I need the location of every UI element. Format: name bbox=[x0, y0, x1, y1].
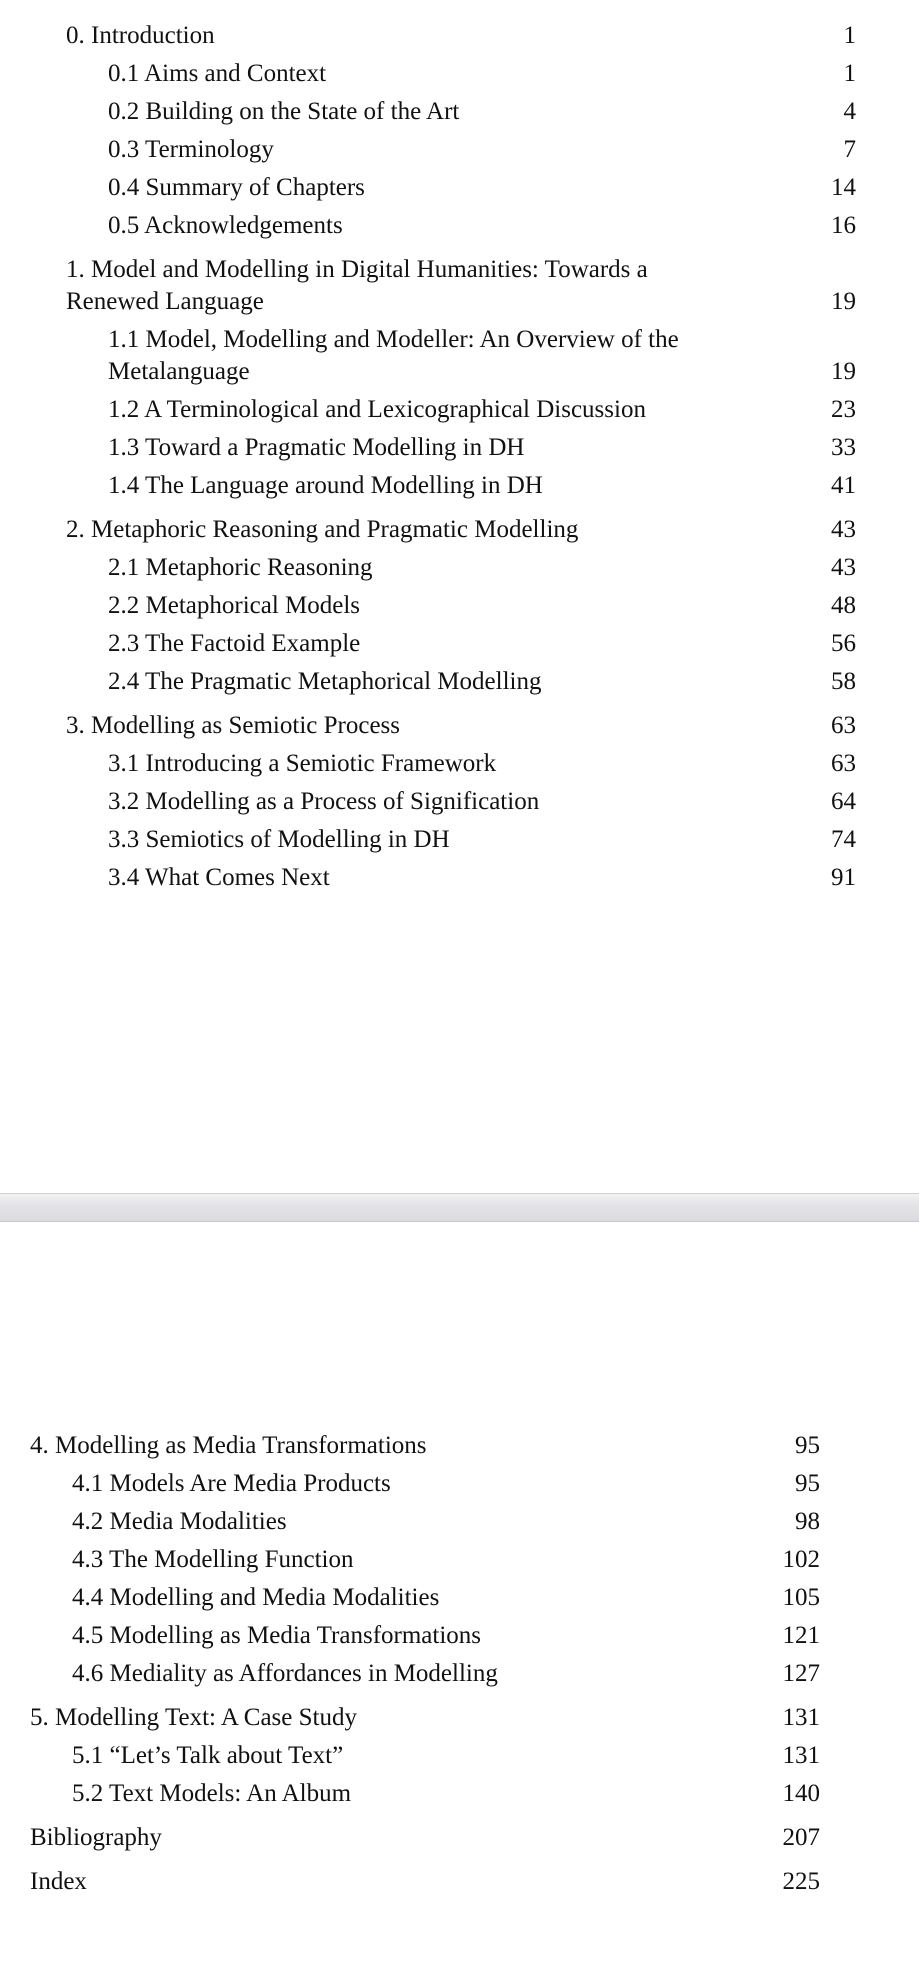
toc-entry-title: 4.4 Modelling and Media Modalities bbox=[72, 1584, 440, 1611]
toc-entry-section[interactable] bbox=[66, 58, 856, 90]
toc-entry-title: 1. Model and Modelling in Digital Humanities: Towards a Renewed Language bbox=[66, 256, 648, 315]
toc-entry-section[interactable] bbox=[30, 1544, 820, 1576]
toc-entry-title: 1.1 Model, Modelling and Modeller: An Overview of the Metalanguage bbox=[108, 326, 679, 385]
toc-entry-title: 2.2 Metaphorical Models bbox=[108, 592, 361, 619]
toc-entry-title: 0.3 Terminology bbox=[108, 136, 274, 163]
toc-entry-page: 131 bbox=[782, 1742, 820, 1769]
toc-entry-title: 4.2 Media Modalities bbox=[72, 1508, 287, 1535]
toc-entry-title: 0.5 Acknowledgements bbox=[108, 212, 343, 239]
page-separator bbox=[0, 1193, 919, 1222]
toc-entry-title: 0.1 Aims and Context bbox=[108, 60, 327, 87]
toc-entry-page: 64 bbox=[831, 788, 856, 815]
toc-entry-section[interactable] bbox=[30, 1468, 820, 1500]
toc-entry-page: 91 bbox=[831, 864, 856, 891]
toc-entry-chapter-5[interactable] bbox=[30, 1702, 820, 1734]
toc-entry-section[interactable] bbox=[66, 96, 856, 128]
toc-entry-title: 1.2 A Terminological and Lexicographical Discussion bbox=[108, 396, 646, 423]
toc-entry-title: 1.4 The Language around Modelling in DH bbox=[108, 472, 543, 499]
toc-entry-section[interactable] bbox=[30, 1582, 820, 1614]
toc-entry-title: 5. Modelling Text: A Case Study bbox=[30, 1704, 357, 1731]
toc-entry-page: 102 bbox=[782, 1546, 820, 1573]
toc-entry-page: 48 bbox=[831, 592, 856, 619]
toc-entry-section[interactable] bbox=[30, 1506, 820, 1538]
toc-entry-title: 3.4 What Comes Next bbox=[108, 864, 330, 891]
toc-entry-title: 1.3 Toward a Pragmatic Modelling in DH bbox=[108, 434, 525, 461]
toc-entry-chapter-0[interactable] bbox=[66, 20, 856, 52]
toc-entry-chapter-1[interactable] bbox=[66, 254, 856, 318]
toc-entry-section[interactable] bbox=[30, 1620, 820, 1652]
toc-entry-title: 5.2 Text Models: An Album bbox=[72, 1780, 352, 1807]
toc-entry-page: 207 bbox=[782, 1824, 820, 1851]
toc-entry-title: 4.1 Models Are Media Products bbox=[72, 1470, 391, 1497]
toc-entry-page: 43 bbox=[831, 554, 856, 581]
toc-entry-title: 3.1 Introducing a Semiotic Framework bbox=[108, 750, 497, 777]
toc-entry-section[interactable] bbox=[66, 786, 856, 818]
toc-entry-section[interactable] bbox=[66, 862, 856, 894]
toc-entry-page: 225 bbox=[782, 1868, 820, 1895]
toc-entry-section[interactable] bbox=[66, 824, 856, 856]
toc-entry-page: 23 bbox=[831, 396, 856, 423]
toc-entry-section[interactable] bbox=[66, 210, 856, 242]
toc-entry-title: 0. Introduction bbox=[66, 22, 215, 49]
toc-entry-page: 58 bbox=[831, 668, 856, 695]
toc-entry-section[interactable] bbox=[66, 552, 856, 584]
toc-entry-page: 16 bbox=[831, 212, 856, 239]
toc-entry-page: 74 bbox=[831, 826, 856, 853]
table-of-contents-top bbox=[66, 20, 856, 894]
toc-entry-index[interactable] bbox=[30, 1866, 820, 1898]
toc-entry-title: 2. Metaphoric Reasoning and Pragmatic Modelling bbox=[66, 516, 579, 543]
toc-entry-title: 2.3 The Factoid Example bbox=[108, 630, 361, 657]
toc-entry-title: 4.5 Modelling as Media Transformations bbox=[72, 1622, 482, 1649]
toc-entry-chapter-4[interactable] bbox=[30, 1430, 820, 1462]
toc-entry-page: 4 bbox=[843, 98, 856, 125]
toc-entry-title: 4. Modelling as Media Transformations bbox=[30, 1432, 427, 1459]
toc-entry-section[interactable] bbox=[30, 1658, 820, 1690]
toc-entry-title: 2.4 The Pragmatic Metaphorical Modelling bbox=[108, 668, 542, 695]
toc-entry-title: 0.4 Summary of Chapters bbox=[108, 174, 365, 201]
toc-entry-section[interactable] bbox=[66, 432, 856, 464]
toc-entry-title: 5.1 “Let’s Talk about Text” bbox=[72, 1742, 344, 1769]
toc-entry-page: 43 bbox=[831, 516, 856, 543]
toc-entry-title: 4.6 Mediality as Affordances in Modelling bbox=[72, 1660, 498, 1687]
toc-entry-page: 63 bbox=[831, 712, 856, 739]
toc-entry-section[interactable] bbox=[66, 590, 856, 622]
toc-entry-page: 41 bbox=[831, 472, 856, 499]
toc-entry-page: 33 bbox=[831, 434, 856, 461]
toc-entry-page: 19 bbox=[831, 358, 856, 385]
toc-entry-section[interactable] bbox=[66, 172, 856, 204]
toc-entry-title: 4.3 The Modelling Function bbox=[72, 1546, 354, 1573]
toc-entry-page: 127 bbox=[782, 1660, 820, 1687]
toc-page-bottom bbox=[0, 1222, 919, 1963]
toc-entry-title: Bibliography bbox=[30, 1824, 162, 1851]
toc-entry-page: 19 bbox=[831, 288, 856, 315]
toc-entry-page: 56 bbox=[831, 630, 856, 657]
toc-entry-page: 140 bbox=[782, 1780, 820, 1807]
toc-entry-title: Index bbox=[30, 1868, 87, 1895]
toc-entry-title: 0.2 Building on the State of the Art bbox=[108, 98, 460, 125]
toc-entry-page: 63 bbox=[831, 750, 856, 777]
toc-entry-bibliography[interactable] bbox=[30, 1822, 820, 1854]
toc-entry-section[interactable] bbox=[30, 1740, 820, 1772]
toc-entry-title: 3.2 Modelling as a Process of Signification bbox=[108, 788, 540, 815]
toc-entry-title: 3.3 Semiotics of Modelling in DH bbox=[108, 826, 450, 853]
toc-entry-section[interactable] bbox=[66, 324, 856, 388]
toc-entry-section[interactable] bbox=[66, 134, 856, 166]
toc-entry-page: 131 bbox=[782, 1704, 820, 1731]
toc-entry-page: 7 bbox=[843, 136, 856, 163]
toc-entry-page: 121 bbox=[782, 1622, 820, 1649]
toc-entry-page: 105 bbox=[782, 1584, 820, 1611]
toc-entry-page: 14 bbox=[831, 174, 856, 201]
toc-entry-section[interactable] bbox=[66, 470, 856, 502]
toc-entry-section[interactable] bbox=[66, 748, 856, 780]
toc-entry-page: 1 bbox=[843, 60, 856, 87]
toc-entry-section[interactable] bbox=[66, 666, 856, 698]
toc-entry-page: 95 bbox=[795, 1432, 820, 1459]
table-of-contents-bottom bbox=[30, 1430, 820, 1898]
toc-entry-section[interactable] bbox=[30, 1778, 820, 1810]
toc-entry-page: 1 bbox=[843, 22, 856, 49]
toc-entry-title: 2.1 Metaphoric Reasoning bbox=[108, 554, 373, 581]
toc-entry-section[interactable] bbox=[66, 394, 856, 426]
toc-entry-page: 95 bbox=[795, 1470, 820, 1497]
toc-entry-title: 3. Modelling as Semiotic Process bbox=[66, 712, 400, 739]
toc-entry-chapter-2[interactable] bbox=[66, 514, 856, 546]
toc-entry-page: 98 bbox=[795, 1508, 820, 1535]
toc-entry-chapter-3[interactable] bbox=[66, 710, 856, 742]
toc-entry-section[interactable] bbox=[66, 628, 856, 660]
